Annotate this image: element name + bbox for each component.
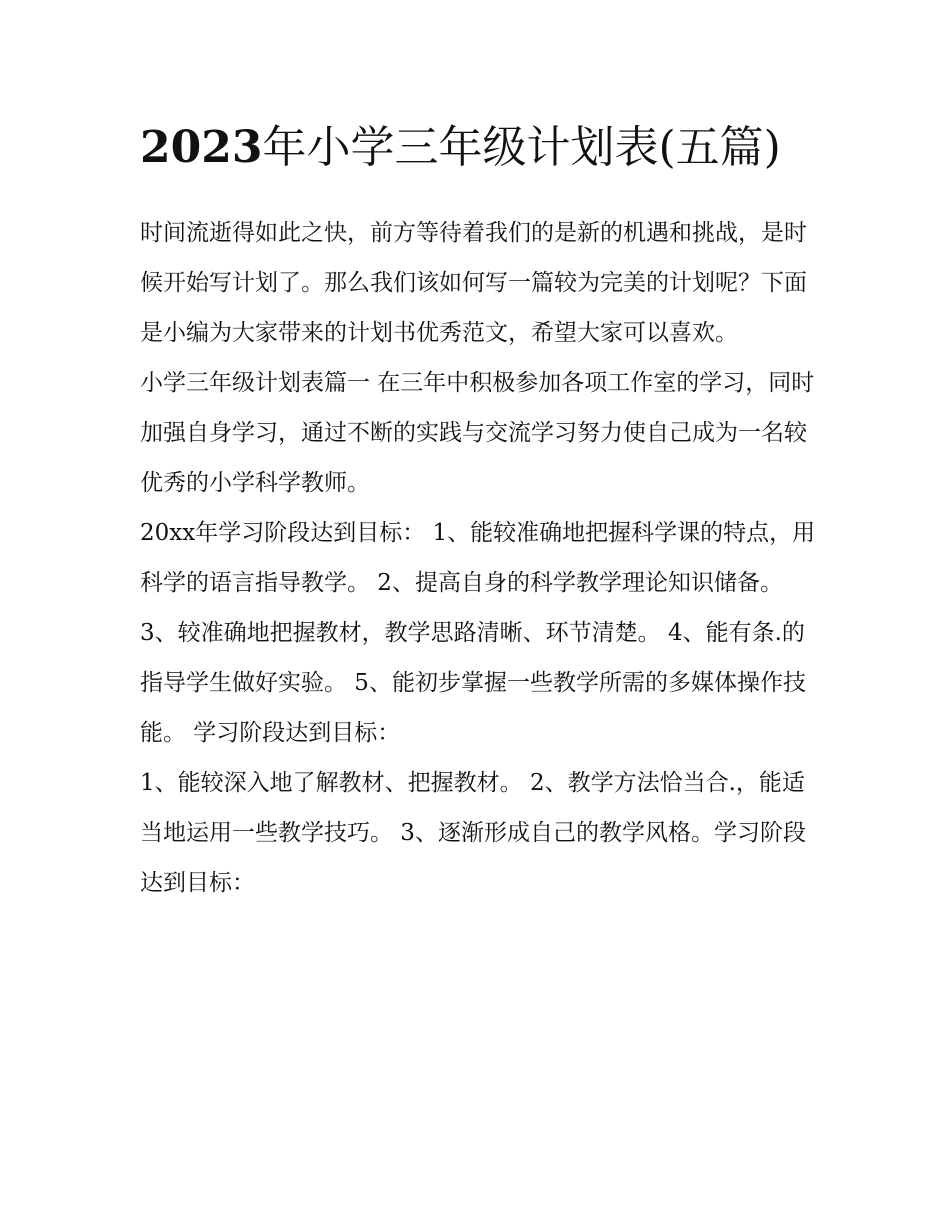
intro-paragraph: 时间流逝得如此之快，前方等待着我们的是新的机遇和挑战，是时候开始写计划了。那么我们该如何写一篇较为完美的计划呢？下面是小编为大家带来的计划书优秀范文，希望大家可以喜欢。 — [140, 220, 807, 346]
document-title — [140, 112, 820, 184]
title-year: 2023 — [140, 122, 263, 173]
title-text: 年小学三年级计划表(五篇) — [262, 122, 781, 173]
document-body — [140, 208, 820, 908]
paragraph-goals-1: 20xx年学习阶段达到目标： 1、能较准确地把握科学课的特点，用科学的语言指导教学。 2、提高自身的科学教学理论知识储备。 — [140, 520, 816, 596]
paragraph-goals-3: 1、能较深入地了解教材、把握教材。 2、教学方法恰当合.，能适当地运用一些教学技巧。 3、逐渐形成自己的教学风格。学习阶段达到目标： — [140, 770, 806, 896]
paragraph-goals-2: 3、较准确地把握教材，教学思路清晰、环节清楚。 4、能有条.的指导学生做好实验。 5、能初步掌握一些教学所需的多媒体操作技能。 学习阶段达到目标： — [140, 620, 806, 746]
document-page — [140, 112, 820, 908]
paragraph-part-one: 小学三年级计划表篇一 在三年中积极参加各项工作室的学习，同时加强自身学习，通过不断的实践与交流学习努力使自己成为一名较优秀的小学科学教师。 — [140, 370, 815, 496]
